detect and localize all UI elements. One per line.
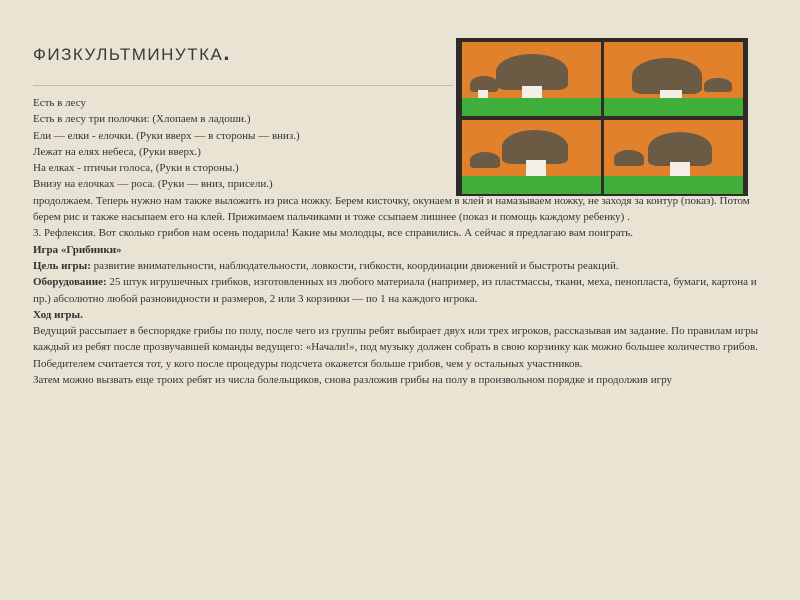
equipment-text: 25 штук игрушечных грибков, изготовленных из любого материала (например, из пластмассы, ткани, меха, пенопласта, бумаги, картона и пр.) абсолютно любой разновидности и размеров, 2 или 3 корзинки — по 1 на каждого игрока. (33, 276, 757, 305)
slide-body (33, 95, 769, 388)
slide-title (33, 40, 231, 66)
final-paragraph: Затем можно вызвать еще троих ребят из числа болельщиков, снова разложив грибы на полу в произвольном порядке и продолжив игру (33, 374, 673, 387)
slide-title-text: ФИЗКУЛЬТМИНУТКА (33, 45, 224, 64)
poem-line: Внизу на елочках — роса. (Руки — вниз, присели.) (33, 178, 273, 191)
slide-title-dot: . (223, 40, 231, 65)
process-title: Ход игры. (33, 308, 83, 321)
mushroom-cap (704, 78, 732, 92)
goal-text: развитие внимательности, наблюдательности, ловкости, гибкости, координации движений и быстроты реакций. (90, 259, 619, 272)
goal-paragraph (33, 258, 769, 274)
poem-line: Лежат на елях небеса, (Руки вверх.) (33, 145, 201, 158)
rice-paragraph: продолжаем. Теперь нужно нам также выложить из риса ножку. Берем кисточку, окунаем в клей и намазываем ножку, не заходя за контур (показ). Потом берем рис и также насыпаем его на клей. Прижимаем пальчиками и тоже ссыпаем лишнее (показ и помощь каждому ребенку) . (33, 194, 750, 224)
goal-label: Цель игры: (33, 259, 91, 272)
process-paragraph: Ведущий рассыпает в беспорядке грибы по полу, после чего из группы ребят выбирает двух или трех игроков, рассказывая им задание. По правилам игры каждый из ребят после прозвучавшей команды ведущего: «Начали!», под музыку должен собрать в свою корзинку как можно большее количество грибов. Победителем считается тот, у кого после процедуры подсчета окажется больше грибов, чем у остальных участников. (33, 325, 759, 370)
equipment-label: Оборудование: (33, 276, 107, 289)
poem-line: Ели — елки - елочки. (Руки вверх — в стороны — вниз.) (33, 129, 300, 142)
mushroom-cap (632, 58, 702, 94)
poem-line: На елках - птичьи голоса, (Руки в стороны.) (33, 162, 239, 175)
poem-line: Есть в лесу три полочки: (Хлопаем в ладоши.) (33, 113, 251, 126)
game-title: Игра «Грибники» (33, 243, 122, 256)
reflection-paragraph: 3. Рефлексия. Вот сколько грибов нам осень подарила! Какие мы молодцы, все справились. А сейчас я предлагаю вам поиграть. (33, 227, 633, 240)
mushroom-cap (496, 54, 568, 90)
equipment-paragraph (33, 274, 769, 307)
title-underline (33, 85, 453, 86)
poem-line: Есть в лесу (33, 97, 87, 109)
